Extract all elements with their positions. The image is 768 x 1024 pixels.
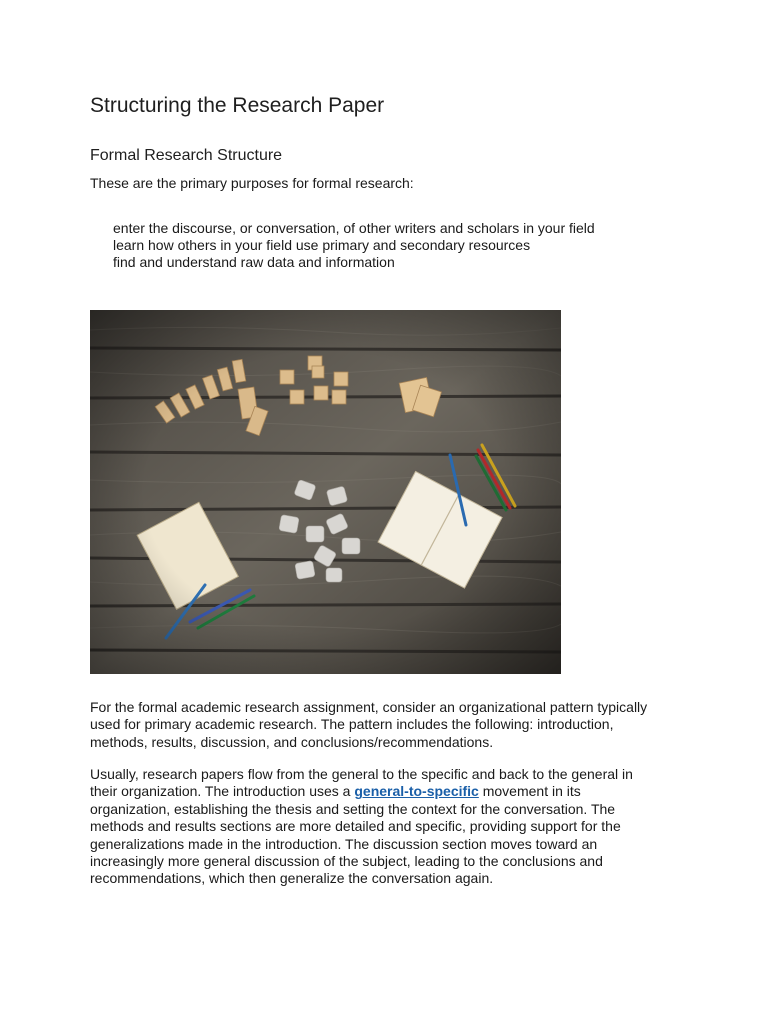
paragraph-line: methods and results sections are more detailed and specific, providing support for the [90,818,621,835]
paragraph-line: increasingly more general discussion of the subject, leading to the conclusions and [90,853,603,870]
paragraph-line: recommendations, which then generalize the conversation again. [90,870,494,887]
paragraph-text: movement in its [478,783,581,800]
paragraph-line: organization, establishing the thesis and setting the context for the conversation. The [90,800,616,817]
list-item: find and understand raw data and information [113,254,395,270]
intro-text: These are the primary purposes for formal research: [90,175,414,191]
paragraph-organizational-pattern [90,699,690,751]
purposes-list [113,220,595,271]
general-to-specific-link[interactable]: general-to-specific [354,783,479,800]
research-desk-photo [90,310,561,674]
paragraph-line: used for primary academic research. The pattern includes the following: introduction, [90,716,614,733]
paragraph-line: Usually, research papers flow from the general to the specific and back to the general in [90,766,633,782]
paragraph-line: methods, results, discussion, and conclusions/recommendations. [90,733,494,750]
paragraph-line: For the formal academic research assignment, consider an organizational pattern typically [90,699,648,715]
paragraph-text: their organization. The introduction uses a [90,783,355,800]
list-item: enter the discourse, or conversation, of other writers and scholars in your field [113,220,595,236]
page-title: Structuring the Research Paper [90,94,385,117]
paragraph-line-with-link [90,783,690,800]
list-item: learn how others in your field use primary and secondary resources [113,237,531,253]
paragraph-general-to-specific [90,766,690,888]
paragraph-line: generalizations made in the introduction. The discussion section moves toward an [90,835,598,852]
section-heading: Formal Research Structure [90,147,283,164]
